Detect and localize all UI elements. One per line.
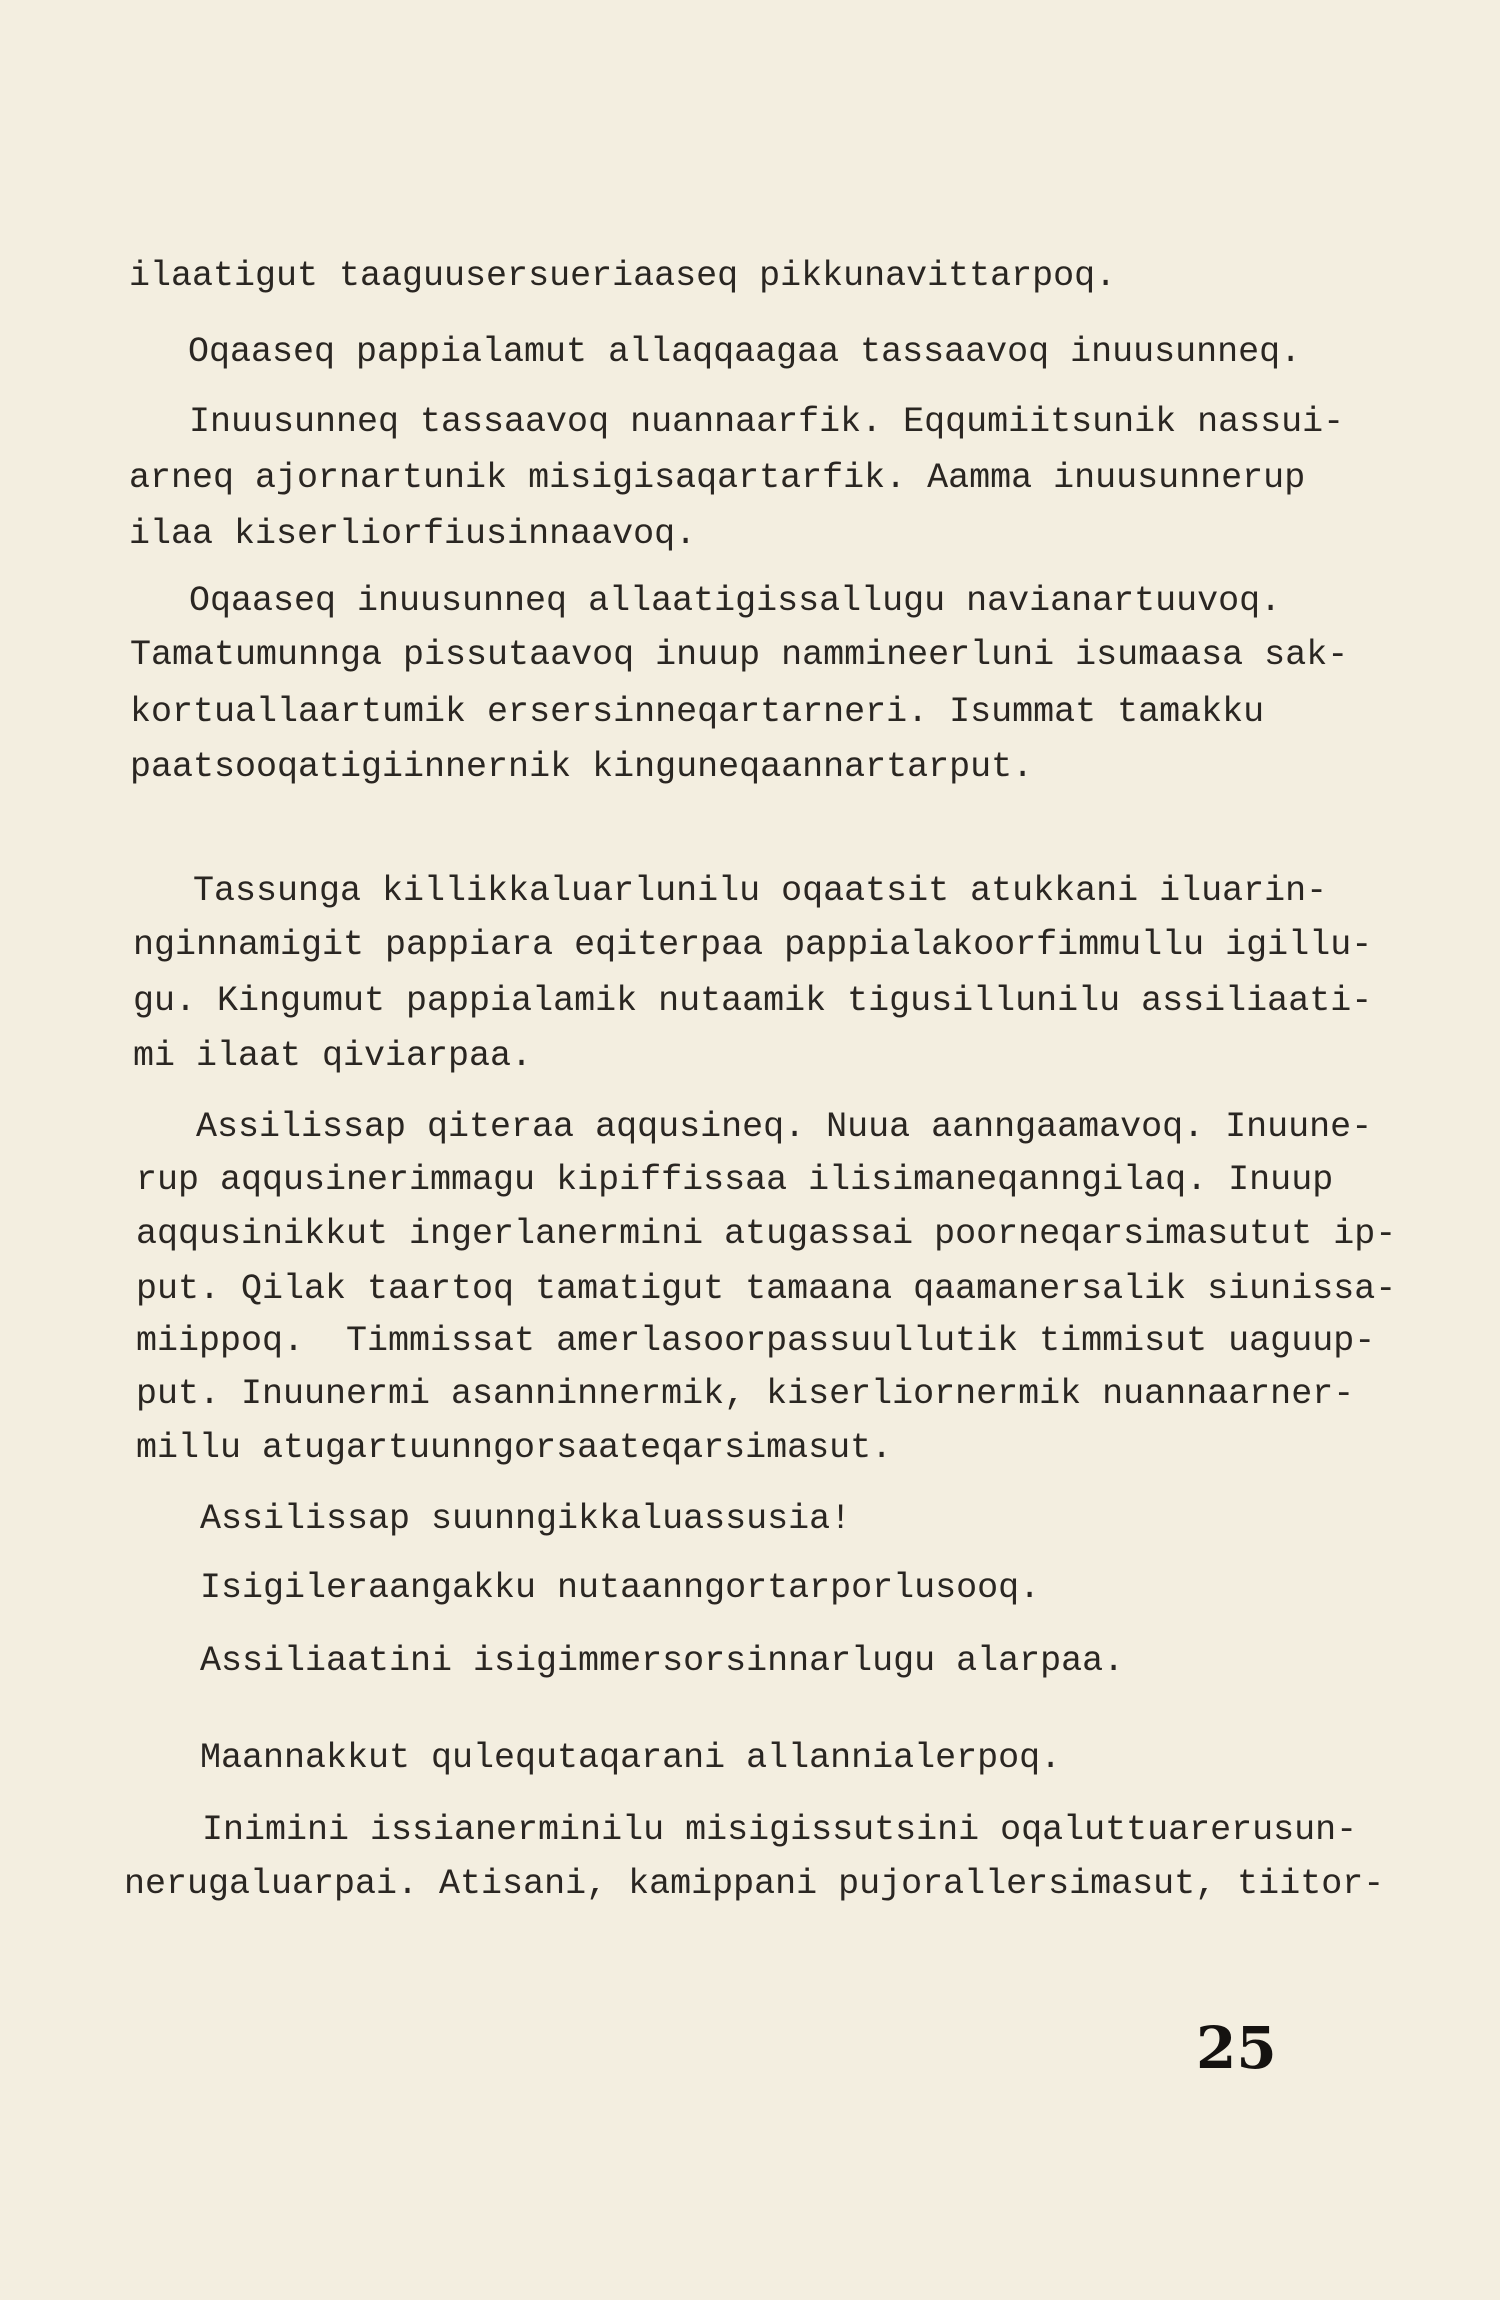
text-line: nerugaluarpai. Atisani, kamippani pujorallersimasut, tiitor- (124, 1864, 1385, 1904)
text-line: gu. Kingumut pappialamik nutaamik tigusillunilu assiliaati- (133, 981, 1373, 1021)
text-line: paatsooqatigiinnernik kinguneqaannartarput. (130, 747, 1034, 787)
text-line: Oqaaseq pappialamut allaqqaagaa tassaavoq inuusunneq. (188, 332, 1302, 372)
text-line: nginnamigit pappiara eqiterpaa pappialakoorfimmullu igillu- (133, 925, 1373, 965)
text-line: Inuusunneq tassaavoq nuannaarfik. Eqqumiitsunik nassui- (189, 402, 1345, 442)
text-line: arneq ajornartunik misigisaqartarfik. Aamma inuusunnerup (129, 458, 1306, 498)
text-line: ilaa kiserliorfiusinnaavoq. (129, 514, 697, 554)
text-line: aqqusinikkut ingerlanermini atugassai poorneqarsimasutut ip- (136, 1214, 1397, 1254)
text-line: Oqaaseq inuusunneq allaatigissallugu navianartuuvoq. (189, 581, 1282, 621)
text-line: Assilissap suunngikkaluassusia! (200, 1499, 852, 1539)
text-line: Assiliaatini isigimmersorsinnarlugu alarpaa. (200, 1641, 1125, 1681)
text-line: miippoq. Timmissat amerlasoorpassuullutik timmisut uaguup- (136, 1321, 1376, 1361)
text-line: rup aqqusinerimmagu kipiffissaa ilisimaneqanngilaq. Inuup (136, 1160, 1334, 1200)
text-line: millu atugartuunngorsaateqarsimasut. (136, 1428, 893, 1468)
text-line: Inimini issianerminilu misigissutsini oqaluttuarerusun- (202, 1810, 1358, 1850)
page-number: 25 (1196, 2014, 1277, 2082)
text-line: mi ilaat qiviarpaa. (133, 1036, 533, 1076)
text-line: put. Qilak taartoq tamatigut tamaana qaamanersalik siunissa- (136, 1269, 1397, 1309)
text-line: kortuallaartumik ersersinneqartarneri. Isummat tamakku (130, 692, 1265, 732)
text-line: Isigileraangakku nutaanngortarporlusooq. (200, 1568, 1041, 1608)
text-line: Tassunga killikkaluarlunilu oqaatsit atukkani iluarin- (193, 871, 1328, 911)
text-line: ilaatigut taaguusersueriaaseq pikkunavittarpoq. (129, 256, 1117, 296)
text-line: Maannakkut qulequtaqarani allannialerpoq. (200, 1738, 1062, 1778)
text-line: Tamatumunnga pissutaavoq inuup nammineerluni isumaasa sak- (130, 635, 1349, 675)
text-line: Assilissap qiteraa aqqusineq. Nuua aanngaamavoq. Inuune- (196, 1107, 1373, 1147)
text-line: put. Inuunermi asanninnermik, kiserliornermik nuannaarner- (136, 1374, 1355, 1414)
